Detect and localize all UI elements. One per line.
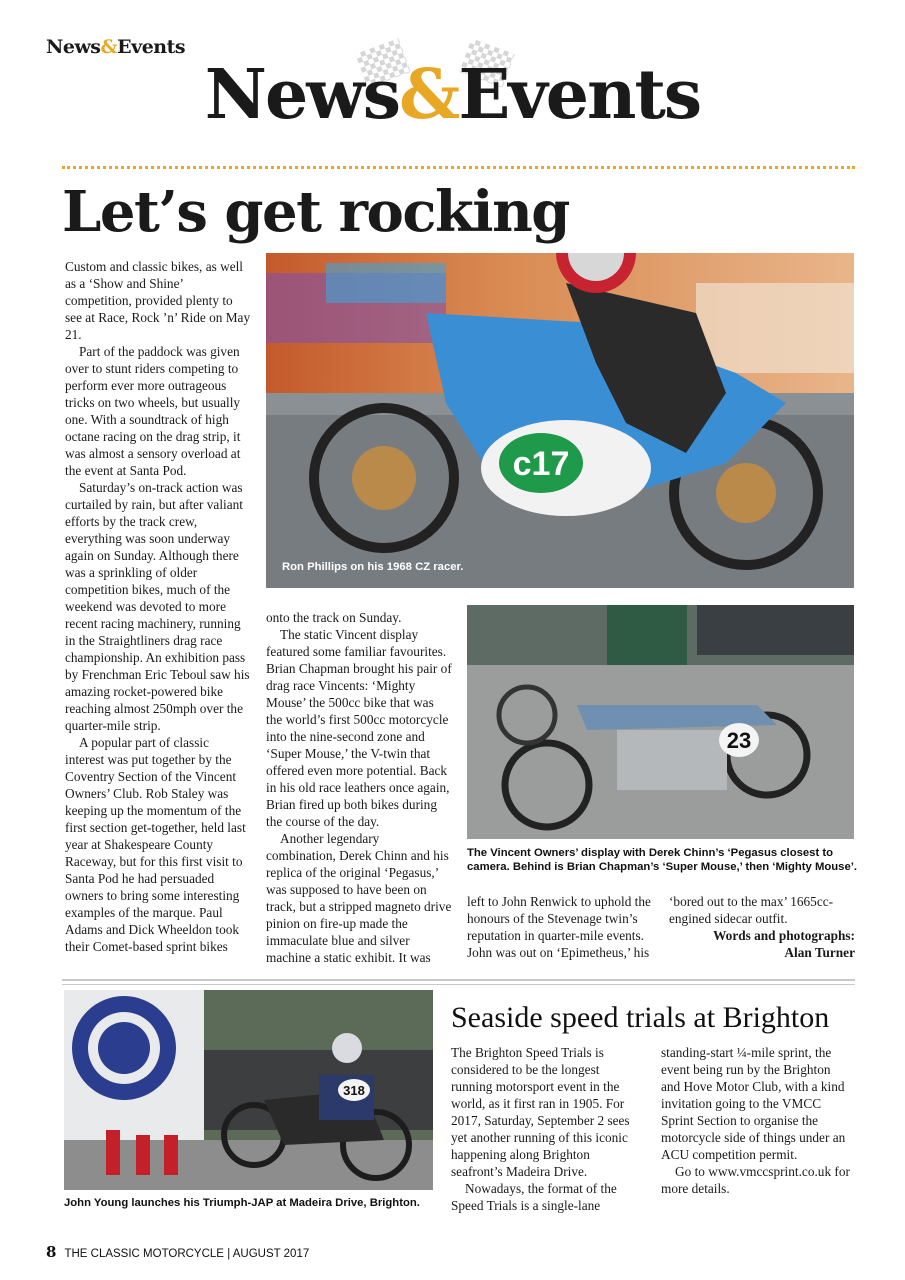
paragraph: A popular part of classic interest was put together by the Coventry Section of the Vincent Owners’ Club. Rob Staley was keeping up the momentum of the first section get-together, held last year at Shakespeare County Raceway, but for this first visit to Santa Pod he had persuaded owners to bring some interesting examples of the marque. Paul Adams and Dick Wheeldon took their Comet-based sprint bikes — [65, 735, 246, 954]
brighton-photo-art — [64, 990, 433, 1190]
header-divider — [62, 166, 855, 169]
paragraph: left to John Renwick to uphold the honours of the Stevenage twin’s reputation in quarter-mile events. John was out on ‘Epimetheus,’ his — [467, 894, 651, 960]
article-column-1 — [65, 258, 251, 955]
photo-caption: Ron Phillips on his 1968 CZ racer. — [282, 561, 464, 573]
paragraph: standing-start ¼-mile sprint, the event being run by the Brighton and Hove Motor Club, with a kind invitation going to the VMCC Sprint Section to organise the motorcycle side of things under an ACU competition permit. — [661, 1045, 846, 1162]
paragraph: The Brighton Speed Trials is considered to be the longest running motorsport event in the world, as it first ran in 1905. For 2017, Saturday, September 2 sees yet another running of this iconic happening along Brighton seafront’s Madeira Drive. — [451, 1045, 630, 1179]
paragraph: ‘bored out to the max’ 1665cc-engined sidecar outfit. — [669, 894, 834, 926]
vincent-photo-art — [467, 605, 854, 839]
paragraph: Go to www.vmccsprint.co.uk for more details. — [661, 1164, 850, 1196]
paragraph: The static Vincent display featured some familiar favourites. Brian Chapman brought his pair of drag race Vincents: ‘Mighty Mouse’ the 500cc bike that was the world’s first 500cc motorcycle into the nine-second zone and ‘Super Mouse,’ the V-twin that offered even more potential. Back in his old race leathers once again, Brian fired up both bikes during the course of the day. — [266, 627, 452, 829]
section-logo-small: News&Events — [46, 36, 186, 58]
article-column-2 — [661, 1044, 853, 1197]
vincent-display-photo — [467, 605, 854, 839]
paragraph: Part of the paddock was given over to stunt riders competing to perform ever more outrageous tricks on two wheels, but usually one. With a soundtrack of high octane racing on the drag strip, it was almost a sensory overload at the event at Santa Pod. — [65, 344, 241, 478]
section-divider — [62, 979, 855, 985]
paragraph: Custom and classic bikes, as well as a ‘Show and Shine’ competition, provided plenty to see at Race, Rock ’n’ Ride on May 21. — [65, 259, 251, 342]
page-footer: 8 THE CLASSIC MOTORCYCLE | AUGUST 2017 — [46, 1243, 310, 1261]
bike-number: 318 — [343, 1083, 365, 1098]
photo-caption: John Young launches his Triumph-JAP at Madeira Drive, Brighton. — [64, 1197, 420, 1209]
brighton-photo — [64, 990, 433, 1190]
paragraph: onto the track on Sunday. — [266, 610, 402, 625]
paragraph: Saturday’s on-track action was curtailed by rain, but after valiant efforts by the track crew, everything was soon underway again on Sunday. Although there was a sprinkling of older competition bikes, much of the weekend was devoted to more recent racing machinery, running in the Straightliners drag race championship. An exhibition pass by Frenchman Eric Teboul saw his amazing rocket-powered bike reaching almost 250mph over the quarter-mile strip. — [65, 480, 250, 733]
issue-date: AUGUST 2017 — [232, 1248, 310, 1260]
article-headline: Seaside speed trials at Brighton — [451, 1001, 830, 1034]
racer-photo-art — [266, 253, 854, 588]
magazine-title: THE CLASSIC MOTORCYCLE — [64, 1248, 224, 1260]
photo-caption: The Vincent Owners’ display with Derek Chinn’s ‘Pegasus closest to camera. Behind is Brian Chapman’s ‘Super Mouse,’ then ‘Mighty Mouse’. — [467, 847, 858, 873]
article-column-2 — [266, 609, 452, 966]
page-number: 8 — [46, 1243, 57, 1261]
paragraph: Another legendary combination, Derek Chinn and his replica of the original ‘Pegasus,’ was supposed to have been on track, but a stripped magneto drive pinion on fire-up made the immaculate blue and silver machine a static exhibit. It was — [266, 831, 452, 965]
paragraph: Nowadays, the format of the Speed Trials is a single-lane — [451, 1181, 617, 1213]
racer-photo — [266, 253, 854, 588]
race-number: c17 — [512, 445, 570, 483]
article-column-4 — [669, 893, 855, 961]
article-column-1 — [451, 1044, 643, 1214]
article-headline: Let’s get rocking — [62, 179, 569, 245]
section-logo: News&Events — [204, 55, 701, 135]
photo-credit: Words and photographs: Alan Turner — [713, 928, 855, 960]
bike-number: 23 — [726, 728, 752, 753]
article-column-3 — [467, 893, 653, 961]
